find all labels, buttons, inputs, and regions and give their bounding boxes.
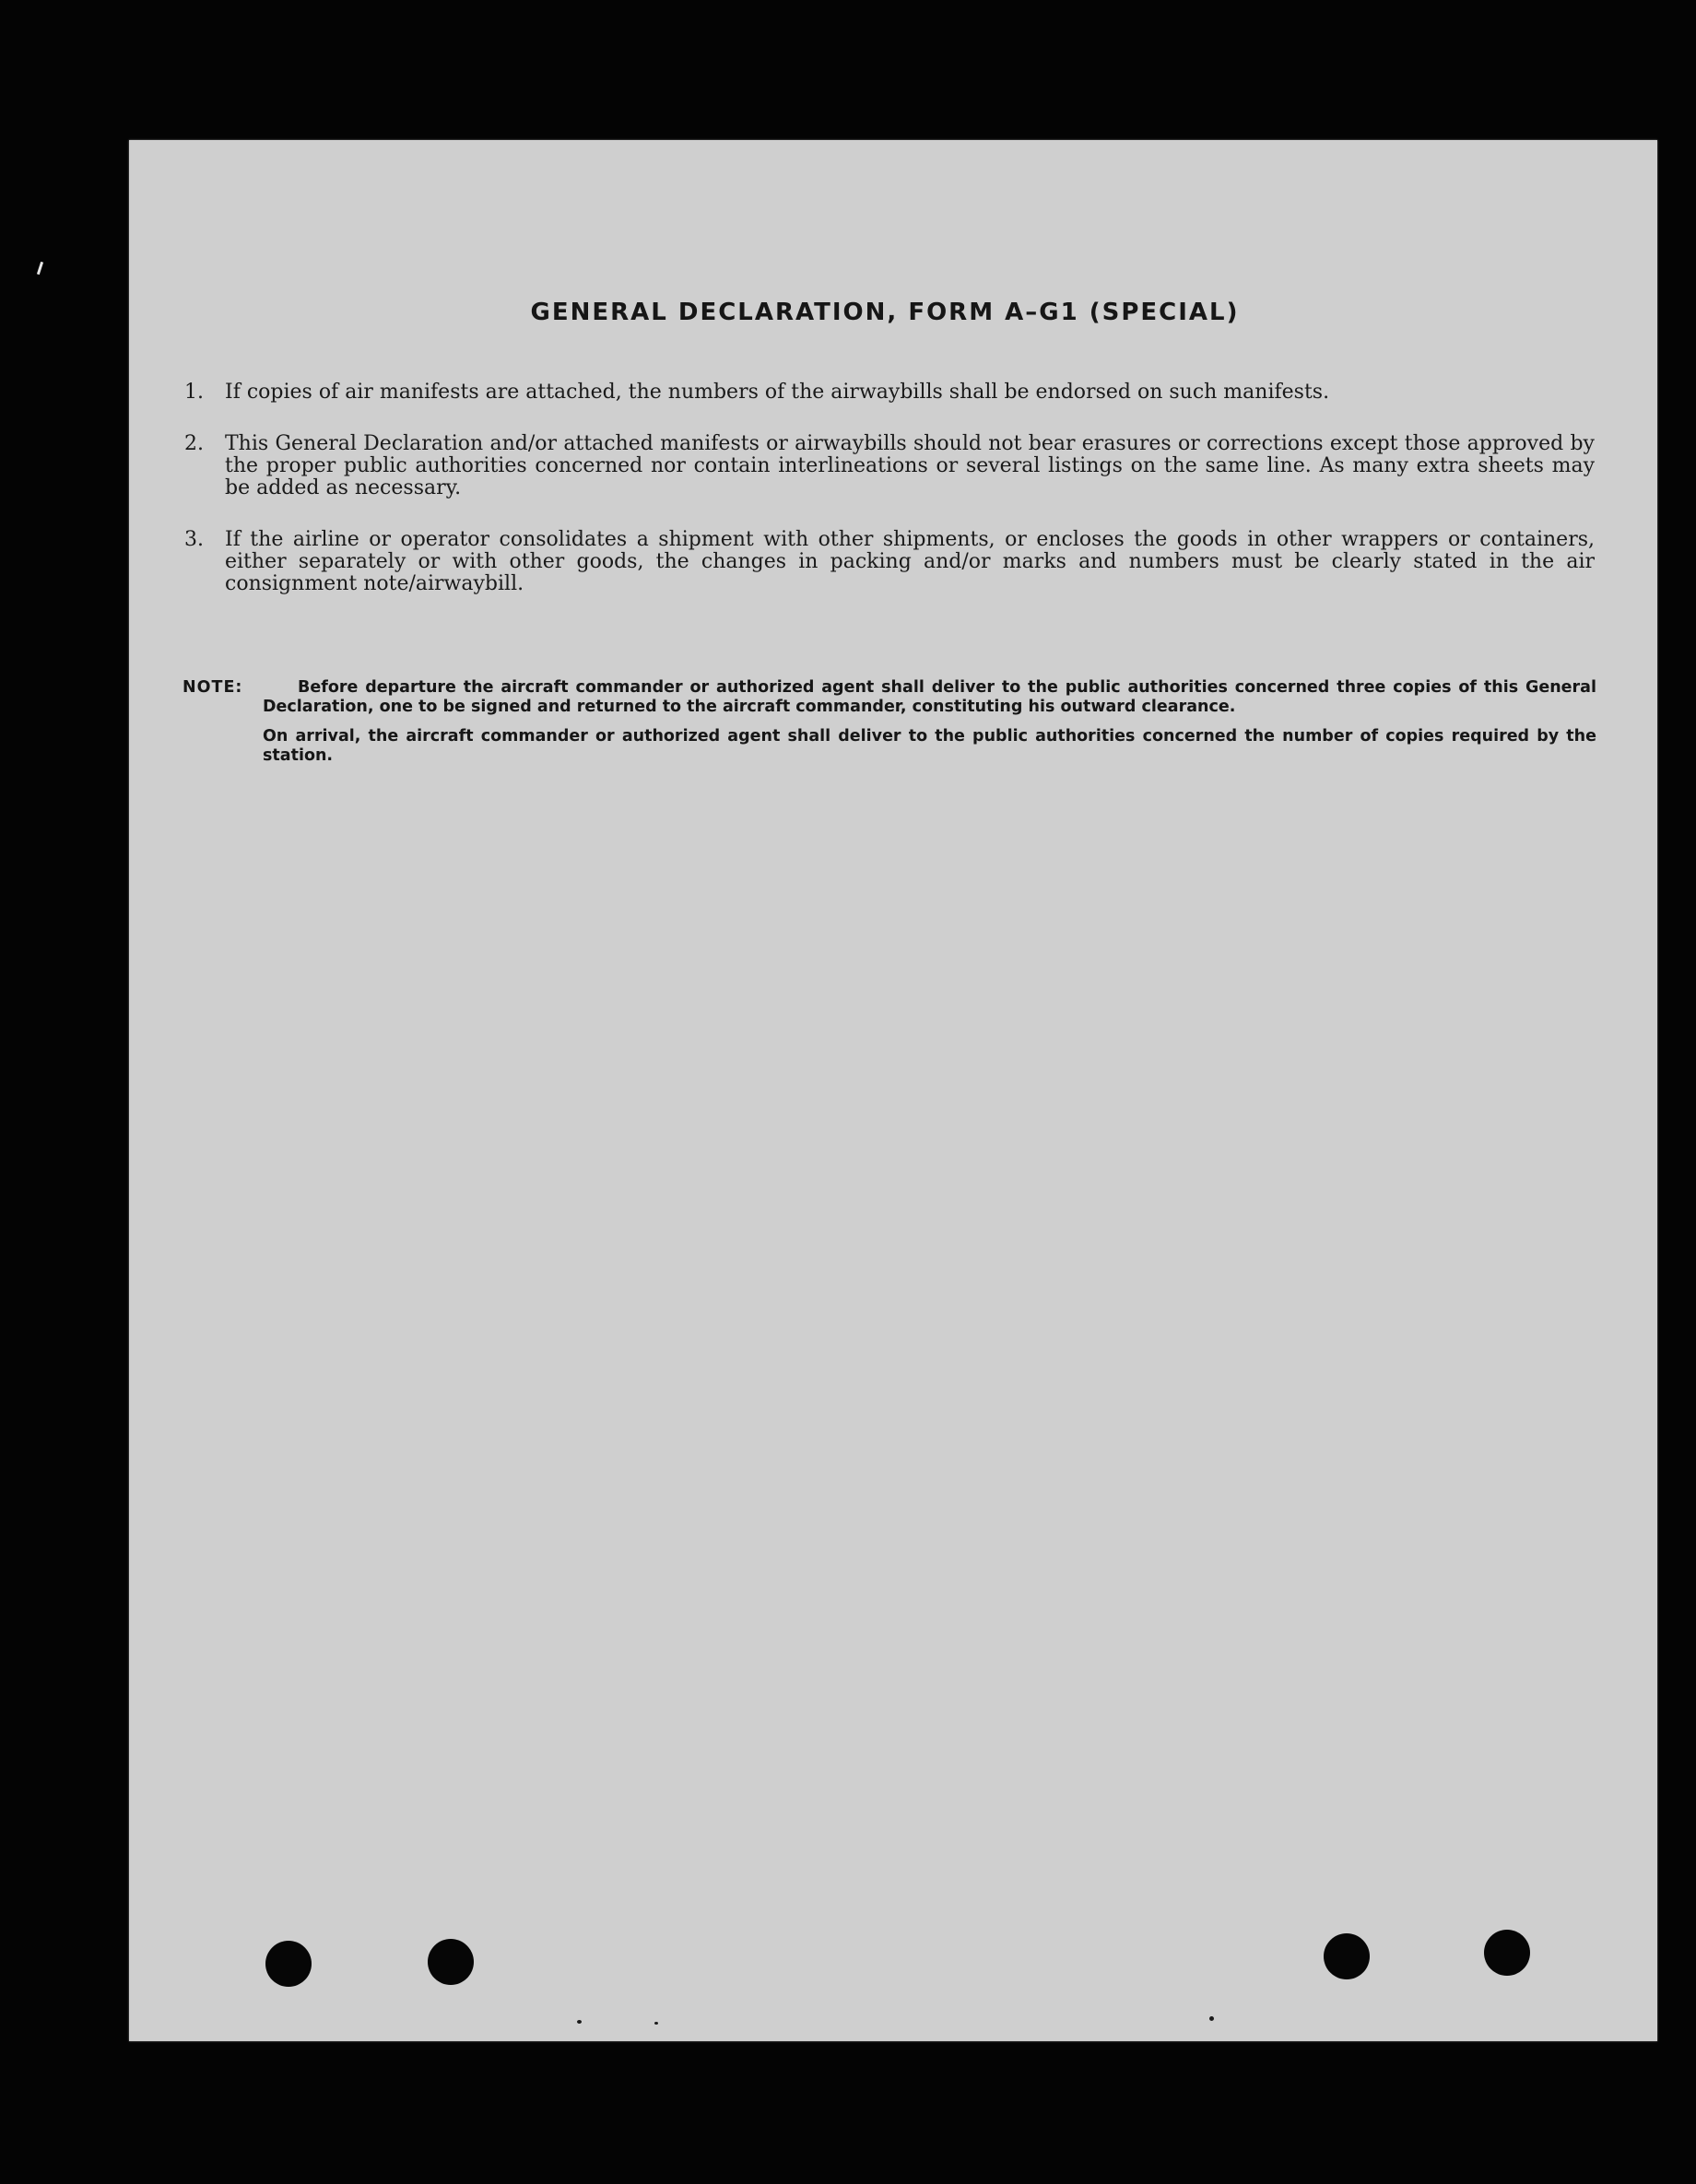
list-item — [184, 529, 1595, 595]
item-text: If the airline or operator consolidates a shipment with other shipments, or encloses the goods in other wrappers or containers, either separately or with other goods, the changes in packing and/or marks and numbers must be clearly stated in the air consignment note/airwaybill. — [225, 528, 1595, 595]
list-item — [184, 433, 1595, 499]
dust-speck — [577, 2020, 582, 2024]
note-label: NOTE: — [183, 678, 243, 697]
dust-speck — [654, 2022, 658, 2025]
instruction-list — [184, 382, 1595, 625]
document-page — [129, 140, 1657, 2041]
note-paragraph: On arrival, the aircraft commander or authorized agent shall deliver to the public authorities concerned the number of copies required by the station. — [263, 727, 1596, 765]
item-text: This General Declaration and/or attached manifests or airwaybills should not bear erasures or corrections except those approved by the proper public authorities concerned nor contain interlineations or several listings on the same line. As many extra sheets may be added as necessary. — [225, 432, 1595, 499]
item-number: 2. — [184, 432, 204, 455]
item-text: If copies of air manifests are attached, the numbers of the airwaybills shall be endorsed on such manifests. — [225, 381, 1330, 404]
dust-speck — [1209, 2016, 1214, 2021]
note-paragraph: Before departure the aircraft commander or authorized agent shall deliver to the public authorities concerned three copies of this General Declaration, one to be signed and returned to the aircraft commander, constituting his outward clearance. — [263, 678, 1596, 716]
punch-hole — [428, 1939, 474, 1985]
punch-hole — [1484, 1930, 1530, 1976]
list-item — [184, 382, 1595, 404]
item-number: 3. — [184, 528, 204, 551]
punch-hole — [1324, 1933, 1370, 1979]
item-number: 1. — [184, 381, 204, 404]
page-title: GENERAL DECLARATION, FORM A–G1 (SPECIAL) — [530, 299, 1240, 326]
note-section — [183, 678, 1596, 766]
punch-hole — [265, 1941, 312, 1987]
